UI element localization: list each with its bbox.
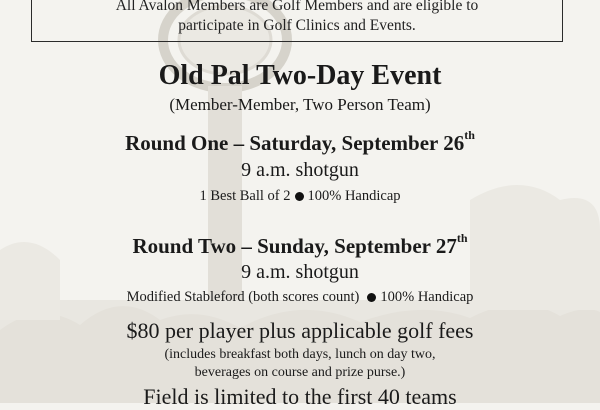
event-title: Old Pal Two-Day Event [158, 60, 442, 91]
fee-note-line-2: beverages on course and prize purse.) [194, 365, 406, 380]
bullet-dot-icon [367, 293, 376, 302]
round-two-date-suffix: th [456, 231, 468, 245]
round-two-heading-text: Round Two – Sunday, September 27 [132, 234, 457, 258]
field-limit: Field is limited to the first 40 teams [143, 384, 457, 409]
bullet-dot-icon [295, 192, 304, 201]
round-one-format [0, 188, 600, 205]
round-one-start-time: 9 a.m. shotgun [241, 159, 359, 181]
round-one-heading [0, 128, 600, 156]
notice-line-2: participate in Golf Clinics and Events. [178, 17, 416, 34]
fee-note-line-1: (includes breakfast both days, lunch on day two, [164, 347, 436, 362]
event-subtitle: (Member-Member, Two Person Team) [169, 95, 431, 114]
round-one-format-text: 1 Best Ball of 2 [199, 188, 291, 204]
fee-line: $80 per player plus applicable golf fees [126, 318, 474, 343]
notice-line-1: All Avalon Members are Golf Members and are eligible to [115, 0, 479, 14]
round-two-format [0, 289, 600, 306]
round-two-start-time: 9 a.m. shotgun [241, 261, 359, 283]
round-one-handicap: 100% Handicap [307, 188, 401, 204]
round-two-format-text: Modified Stableford (both scores count) [126, 289, 360, 305]
membership-notice-box [31, 0, 563, 42]
round-one-date-suffix: th [464, 128, 475, 142]
round-two-heading [0, 231, 600, 259]
round-one-heading-text: Round One – Saturday, September 26 [125, 131, 465, 155]
round-two-handicap: 100% Handicap [380, 289, 474, 305]
